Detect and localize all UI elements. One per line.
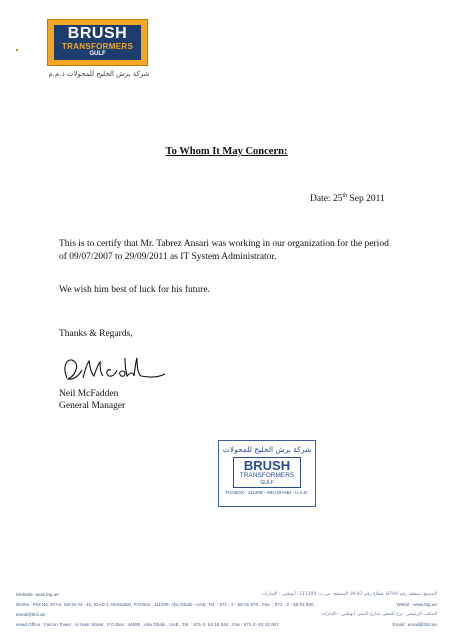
footer-works-address: Works : Plot No. 87A4, Sector M - 41, ICAD 1, Mussafah, P.O.Box : 111209, Abu Dhabi - UAE, Tel. : 971 - 2 - 55 01 970 , Fax. : 971 - 2 - 55 01 920 <box>16 602 314 607</box>
footer-website: Website: www.btg.ae <box>16 592 59 597</box>
footer-head-office-arabic: المكتب الرئيسي: برج الصقر، شارع النصر، أبوظبي - الإمارات <box>321 612 437 617</box>
closing-text: Thanks & Regards, <box>59 329 133 339</box>
stamp-logo <box>233 457 301 488</box>
footer-head-office-address: Head Office : Falcon Tower , Al Nasr Street , P.O.Box : 44985 , Abu Dhabi , UAE , Tel. : 971-2- 63 18 044 , Fax : 971-2- 63 18 067 <box>16 622 279 627</box>
company-stamp <box>218 440 316 507</box>
letter-date <box>310 193 385 204</box>
logo-brush-text: BRUSH <box>67 25 128 42</box>
stamp-transformers-text: TRANSFORMERS <box>239 472 295 479</box>
footer-works-arabic: المصنع: منطقة رقم 87A4، قطاع رقم 41-M، المصفح، ص.ب: 111209، أبوظبي - الإمارات <box>261 592 437 597</box>
logo-transformers-text: TRANSFORMERS <box>61 42 134 51</box>
footer-row-4 <box>16 620 437 630</box>
date-rest: Sep 2011 <box>347 194 385 205</box>
stamp-po-box: P.O.BOX : 111209 - ABU DHABI - U.A.E. <box>225 490 309 495</box>
date-prefix: Date: 25 <box>310 194 343 205</box>
footer-email: Email : email@btsl.ae <box>392 622 437 627</box>
date-suffix: th <box>342 193 348 199</box>
letter-title: To Whom It May Concern: <box>165 146 288 157</box>
stamp-arabic-text: شركة برش الخليج للمحولات <box>222 445 312 454</box>
company-logo <box>47 19 148 66</box>
logo-panel <box>54 25 141 60</box>
footer-row-2 <box>16 600 437 610</box>
logo-gulf-text: GULF <box>89 51 106 57</box>
company-arabic-name: شركة برش الخليج للمحولات ذ.م.م <box>48 70 150 78</box>
footer-row-1 <box>16 590 437 600</box>
handwritten-signature <box>59 350 169 386</box>
certification-paragraph: This is to certify that Mr. Tabrez Ansari was working in our organization for the period of 09/07/2007 to 29/09/2011 as IT System Administrator. <box>59 239 389 262</box>
footer-row-3 <box>16 610 437 620</box>
signer-title: General Manager <box>59 401 126 411</box>
wishes-paragraph: We wish him best of luck for his future. <box>59 285 210 295</box>
signer-name: Neil McFadden <box>59 389 119 399</box>
footer-email-small: email@btsl.ae <box>16 612 46 617</box>
stamp-brush-text: BRUSH <box>243 458 291 473</box>
decorative-dot <box>16 49 18 51</box>
footer-works-website: Webst : www.btg.ae <box>396 602 437 607</box>
letter-footer <box>16 590 437 630</box>
stamp-gulf-text: GULF <box>260 480 274 486</box>
